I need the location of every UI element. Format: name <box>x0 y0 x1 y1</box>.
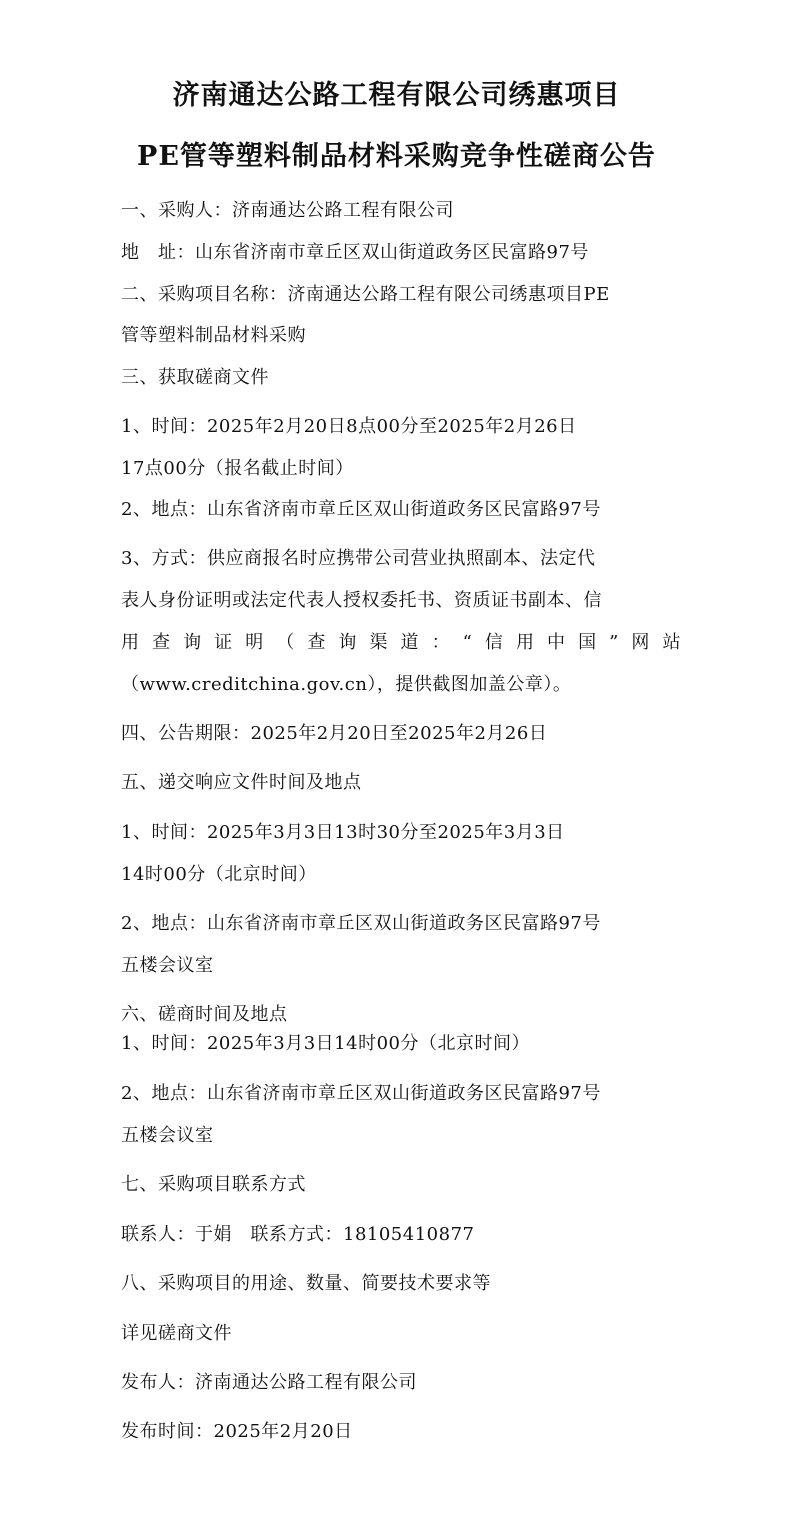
project-name-line-1: 二、采购项目名称：济南通达公路工程有限公司绣惠项目PE <box>121 284 610 305</box>
document-title-line-2: PE管等塑料制品材料采购竞争性磋商公告 <box>137 141 656 172</box>
section-heading-contact: 七、采购项目联系方式 <box>121 1174 306 1195</box>
project-name-line-2: 管等塑料制品材料采购 <box>121 325 306 346</box>
consult-place-line-1: 2、地点：山东省济南市章丘区双山街道政务区民富路97号 <box>121 1083 601 1104</box>
address-line: 地 址：山东省济南市章丘区双山街道政务区民富路97号 <box>121 242 589 263</box>
submit-time-line-2: 14时00分（北京时间） <box>121 864 317 885</box>
section-heading-submit: 五、递交响应文件时间及地点 <box>121 772 362 793</box>
submit-time-line-1: 1、时间：2025年3月3日13时30分至2025年3月3日 <box>121 822 565 843</box>
section-heading-consult: 六、磋商时间及地点 <box>121 1004 288 1025</box>
method-line-2: 表人身份证明或法定代表人授权委托书、资质证书副本、信 <box>121 590 602 611</box>
document-title-line-1: 济南通达公路工程有限公司绣惠项目 <box>172 80 621 111</box>
consult-place-line-2: 五楼会议室 <box>121 1125 214 1146</box>
publisher-line: 发布人：济南通达公路工程有限公司 <box>121 1372 417 1393</box>
method-line-4: （www.creditchina.gov.cn），提供截图加盖公章）。 <box>121 674 572 695</box>
get-docs-time-line-2: 17点00分（报名截止时间） <box>121 458 354 479</box>
submit-place-line-2: 五楼会议室 <box>121 955 214 976</box>
section-heading-get-docs: 三、获取磋商文件 <box>121 367 269 388</box>
submit-place-line-1: 2、地点：山东省济南市章丘区双山街道政务区民富路97号 <box>121 913 601 934</box>
method-line-3: 用查询证明（查询渠道：“信用中国”网站 <box>121 632 681 653</box>
get-docs-place-line: 2、地点：山东省济南市章丘区双山街道政务区民富路97号 <box>121 499 601 520</box>
purchaser-line: 一、采购人：济南通达公路工程有限公司 <box>121 200 454 221</box>
contact-line: 联系人：于娟 联系方式：18105410877 <box>121 1224 475 1245</box>
method-line-1: 3、方式：供应商报名时应携带公司营业执照副本、法定代 <box>121 548 596 569</box>
consult-time-line: 1、时间：2025年3月3日14时00分（北京时间） <box>121 1033 530 1054</box>
publish-date-line: 发布时间：2025年2月20日 <box>121 1421 353 1442</box>
notice-period-line: 四、公告期限：2025年2月20日至2025年2月26日 <box>121 723 548 744</box>
requirements-line: 详见磋商文件 <box>121 1323 232 1344</box>
get-docs-time-line-1: 1、时间：2025年2月20日8点00分至2025年2月26日 <box>121 416 577 437</box>
section-heading-requirements: 八、采购项目的用途、数量、简要技术要求等 <box>121 1273 491 1294</box>
